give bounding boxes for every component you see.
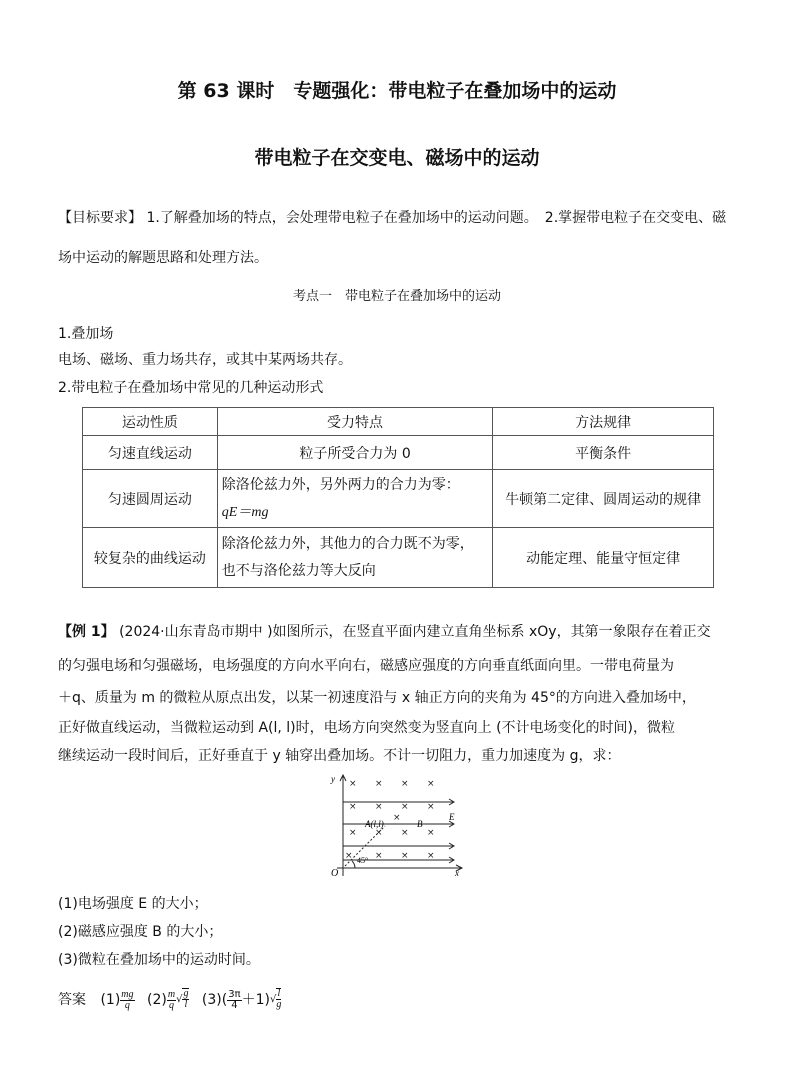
table-cell-force-text: 除洛伦兹力外，其他力的合力既不为零， bbox=[221, 535, 474, 552]
table-cell-method: 牛顿第二定律、圆周运动的规律 bbox=[493, 470, 714, 528]
table-cell-motion: 匀速直线运动 bbox=[83, 436, 218, 470]
example-line-1 bbox=[58, 622, 711, 642]
table-header: 受力特点 bbox=[217, 408, 493, 436]
cross-mark: × bbox=[393, 813, 401, 823]
answer-2-root-numerator: g bbox=[183, 988, 189, 999]
table-cell-method: 动能定理、能量守恒定律 bbox=[493, 528, 714, 588]
cross-mark: × bbox=[427, 779, 435, 789]
answer-line bbox=[58, 986, 281, 1014]
cross-mark: × bbox=[375, 828, 383, 838]
objectives-line-1 bbox=[58, 208, 726, 228]
cross-mark: × bbox=[427, 802, 435, 812]
angle-label: 45° bbox=[357, 856, 369, 865]
table-row bbox=[83, 436, 714, 470]
point2-heading: 2.带电粒子在叠加场中常见的几种运动形式 bbox=[58, 380, 324, 396]
example-line-3: ＋q、质量为 m 的微粒从原点出发，以某一初速度沿与 x 轴正方向的夹角为 45°的方向进入叠加场中， bbox=[58, 690, 696, 706]
answer-1-denominator: q bbox=[124, 999, 130, 1011]
field-b-label: B bbox=[417, 819, 423, 829]
answer-1-prefix: (1) bbox=[100, 992, 121, 1008]
cross-mark: × bbox=[401, 851, 409, 861]
cross-mark: × bbox=[427, 828, 435, 838]
objectives-tag: 【目标要求】 bbox=[58, 210, 142, 226]
point1-text: 电场、磁场、重力场共存，或其中某两场共存。 bbox=[58, 352, 352, 368]
objectives-line-2: 场中运动的解题思路和处理方法。 bbox=[58, 250, 268, 266]
cross-mark: × bbox=[375, 851, 383, 861]
cross-mark: × bbox=[349, 802, 357, 812]
answer-3-middle: ＋1) bbox=[241, 992, 270, 1008]
example-line-5: 继续运动一段时间后，正好垂直于 y 轴穿出叠加场。不计一切阻力，重力加速度为 g，求： bbox=[58, 748, 621, 764]
table-cell-force bbox=[217, 528, 493, 588]
answer-1-fraction bbox=[120, 990, 134, 1011]
table-row bbox=[83, 528, 714, 588]
example-text-1: (2024·山东青岛市期中 )如图所示，在竖直平面内建立直角坐标系 xOy，其第一象限存在着正交 bbox=[119, 624, 711, 640]
point-a-label: A(l,l) bbox=[365, 819, 384, 829]
point1-heading: 1.叠加场 bbox=[58, 326, 114, 342]
objectives-text-1: 1.了解叠加场的特点，会处理带电粒子在叠加场中的运动问题。 2.掌握带电粒子在交变电、磁 bbox=[146, 210, 727, 226]
cross-mark: × bbox=[401, 779, 409, 789]
cross-mark: × bbox=[401, 828, 409, 838]
table-header-row bbox=[83, 408, 714, 436]
page-title: 第 63 课时 专题强化：带电粒子在叠加场中的运动 bbox=[177, 80, 617, 102]
table-header: 运动性质 bbox=[83, 408, 218, 436]
table-cell-force-text: 除洛伦兹力外，另外两力的合力为零： bbox=[221, 476, 460, 493]
example-line-4: 正好做直线运动，当微粒运动到 A(l, l)时，电场方向突然变为竖直向上 (不计电场变化的时间)，微粒 bbox=[58, 720, 676, 736]
answer-1-numerator: mg bbox=[121, 988, 134, 1000]
cross-mark: × bbox=[375, 802, 383, 812]
cross-mark: × bbox=[401, 802, 409, 812]
example-tag: 【例 1】 bbox=[58, 624, 115, 640]
table-cell-force: 粒子所受合力为 0 bbox=[217, 436, 493, 470]
table-cell-force-formula: qE＝mg bbox=[221, 504, 269, 520]
answer-3-denominator: 4 bbox=[231, 999, 238, 1011]
table-cell-method: 平衡条件 bbox=[493, 436, 714, 470]
answer-2-root-denominator: l bbox=[184, 999, 188, 1010]
answer-2-denominator: q bbox=[168, 999, 174, 1011]
table-row bbox=[83, 470, 714, 528]
question-2: (2)磁感应强度 B 的大小； bbox=[58, 924, 223, 940]
answer-3-root-numerator: l bbox=[277, 988, 281, 999]
question-3: (3)微粒在叠加场中的运动时间。 bbox=[58, 952, 260, 968]
table-cell-motion: 较复杂的曲线运动 bbox=[83, 528, 218, 588]
cross-mark: × bbox=[375, 779, 383, 789]
field-e-label: E bbox=[449, 812, 455, 822]
motion-table bbox=[82, 407, 714, 588]
page-subtitle: 带电粒子在交变电、磁场中的运动 bbox=[254, 147, 540, 169]
table-cell-motion: 匀速圆周运动 bbox=[83, 470, 218, 528]
origin-label: O bbox=[331, 868, 339, 878]
y-label: y bbox=[331, 774, 335, 784]
table-header: 方法规律 bbox=[493, 408, 714, 436]
angle-arc bbox=[352, 861, 355, 868]
cross-mark: × bbox=[427, 851, 435, 861]
answer-2-prefix: (2) bbox=[146, 992, 167, 1008]
answer-2-sqrt: √ $\frac{g}{l}$ bbox=[176, 988, 189, 1010]
answer-3-prefix: (3)( bbox=[201, 992, 228, 1008]
answer-3-numerator: 3π bbox=[228, 988, 241, 1000]
table-cell-force-text-2: 也不与洛伦兹力等大反向 bbox=[221, 562, 376, 579]
answer-3-root-denominator: g bbox=[276, 999, 282, 1010]
answer-2-fraction bbox=[167, 990, 176, 1011]
answer-2-numerator: m bbox=[167, 988, 176, 1000]
cross-mark: × bbox=[349, 779, 357, 789]
example-line-2: 的匀强电场和匀强磁场，电场强度的方向水平向右，磁感应强度的方向垂直纸面向里。一带电荷量为 bbox=[58, 658, 674, 674]
answer-label: 答案 bbox=[58, 992, 86, 1008]
table-cell-force bbox=[217, 470, 493, 528]
answer-3-fraction bbox=[227, 990, 241, 1011]
field-diagram bbox=[325, 772, 470, 878]
x-label: x bbox=[455, 868, 459, 878]
cross-mark: × bbox=[345, 851, 353, 861]
cross-mark: × bbox=[349, 828, 357, 838]
question-1: (1)电场强度 E 的大小； bbox=[58, 896, 208, 912]
section-heading: 考点一 带电粒子在叠加场中的运动 bbox=[292, 289, 501, 304]
answer-3-sqrt: √ $\frac{l}{g}$ bbox=[269, 988, 282, 1010]
